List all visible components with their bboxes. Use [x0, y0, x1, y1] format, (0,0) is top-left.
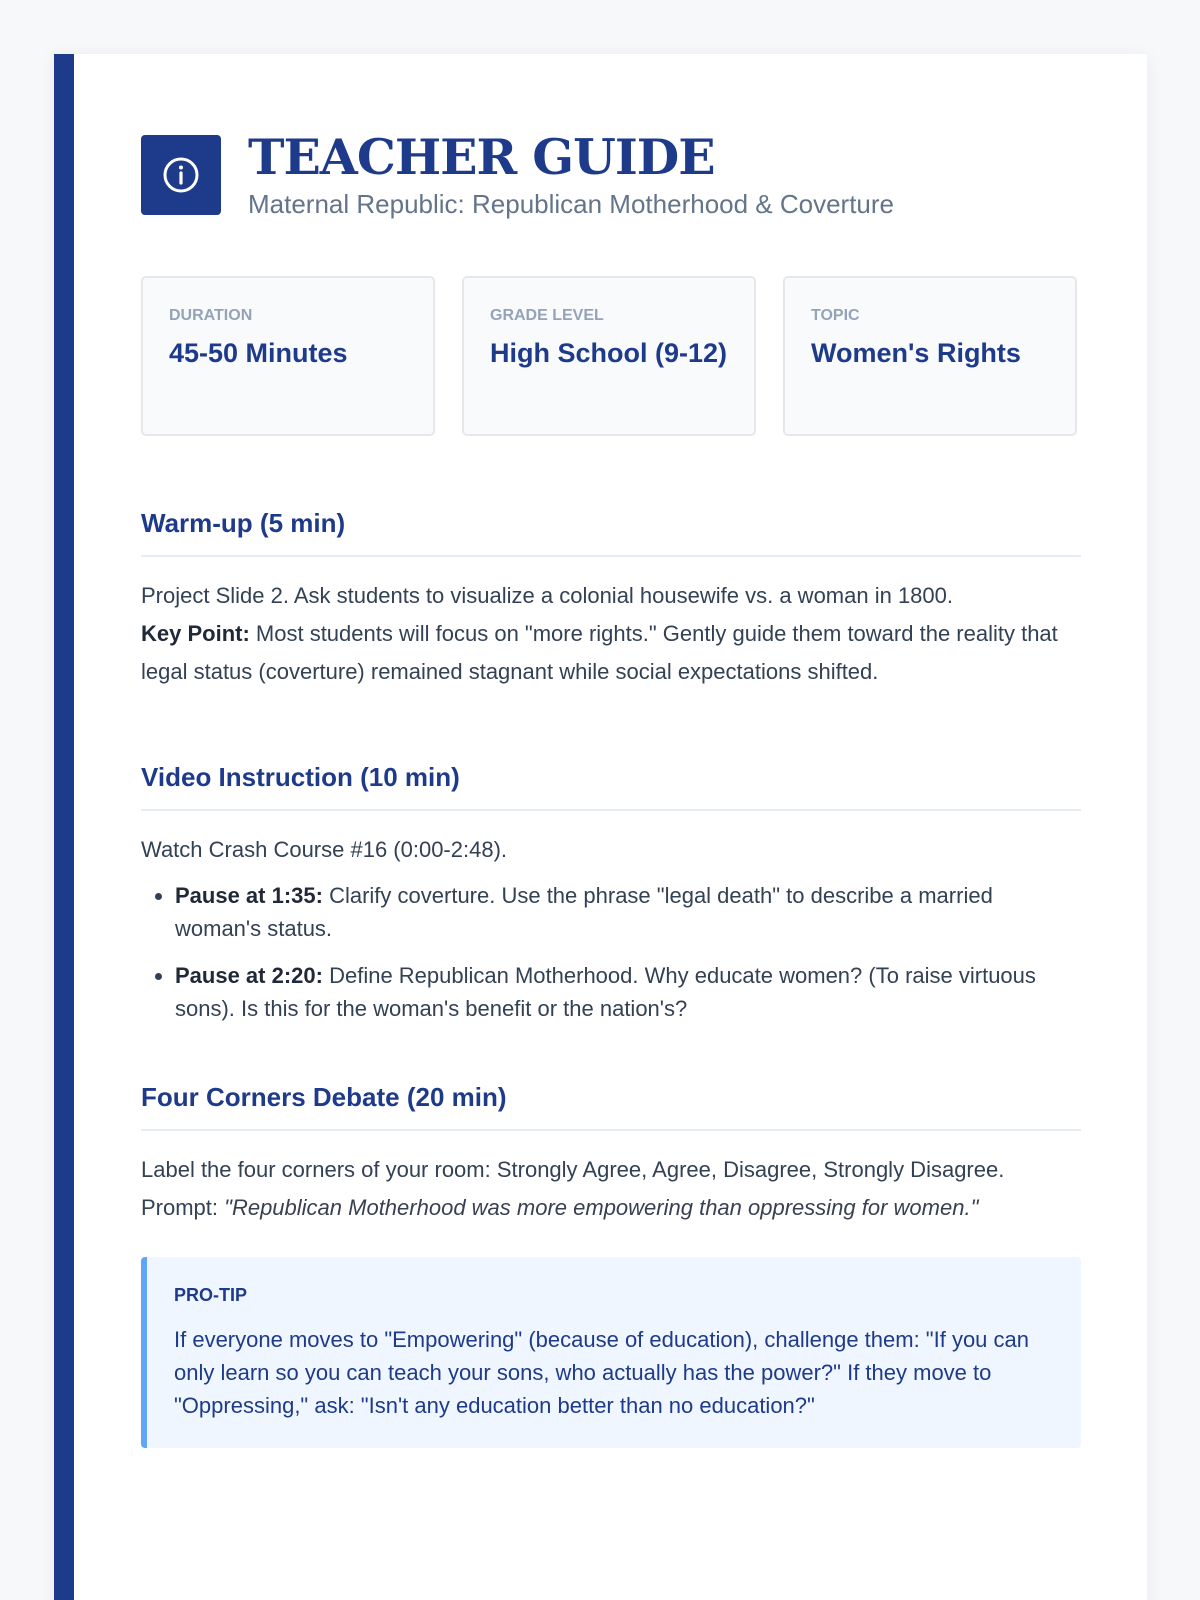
bullet-label: Pause at 2:20:	[175, 963, 323, 988]
bullet-label: Pause at 1:35:	[175, 883, 323, 908]
grade-level-value: High School (9-12)	[490, 338, 728, 368]
warmup-text	[141, 577, 1081, 691]
pro-tip-text: If everyone moves to "Empowering" (because of education), challenge them: "If you can only learn so you can teach your sons, who actually has the power?" If they move to "Oppressing," ask: "Isn't any education better than no education?"	[174, 1327, 1030, 1418]
duration-value: 45-50 Minutes	[169, 338, 348, 368]
bullet-text: Define Republican Motherhood. Why educate women? (To raise virtuous sons). Is this for the woman's benefit or the nation's?	[175, 963, 1036, 1021]
topic-label: TOPIC	[811, 307, 860, 324]
warmup-section	[141, 508, 1081, 691]
video-title: Video Instruction (10 min)	[141, 762, 1081, 811]
page-title: TEACHER GUIDE	[248, 128, 715, 186]
grade-level-label: GRADE LEVEL	[490, 307, 604, 324]
grade-level-box	[462, 276, 756, 436]
video-bullets	[141, 879, 1081, 1025]
pro-tip-callout	[141, 1257, 1081, 1448]
list-item	[175, 959, 1081, 1025]
video-text: Watch Crash Course #16 (0:00-2:48).	[141, 837, 508, 862]
debate-intro: Label the four corners of your room: Strongly Agree, Agree, Disagree, Strongly Disagree. Prompt:	[141, 1157, 1005, 1220]
list-item	[175, 879, 1081, 945]
topic-value: Women's Rights	[811, 338, 1021, 368]
guide-card	[54, 54, 1147, 1600]
page-subtitle: Maternal Republic: Republican Motherhood & Coverture	[248, 189, 895, 219]
debate-section	[141, 1082, 1081, 1448]
debate-prompt: "Republican Motherhood was more empowering than oppressing for women."	[224, 1195, 979, 1220]
key-point-label: Key Point:	[141, 621, 250, 646]
warmup-intro: Project Slide 2. Ask students to visualize a colonial housewife vs. a woman in 1800.	[141, 583, 954, 608]
duration-box	[141, 276, 435, 436]
topic-box	[783, 276, 1077, 436]
debate-title: Four Corners Debate (20 min)	[141, 1082, 1081, 1131]
header-text	[248, 128, 895, 219]
key-point-text: Most students will focus on "more rights." Gently guide them toward the reality that legal status (coverture) remained stagnant while social expectations shifted.	[141, 621, 1058, 684]
guide-content	[141, 130, 1081, 1448]
pro-tip-label: PRO-TIP	[174, 1285, 248, 1305]
guide-header	[141, 130, 1081, 220]
info-row	[141, 276, 1081, 436]
video-section	[141, 762, 1081, 1025]
warmup-title: Warm-up (5 min)	[141, 508, 1081, 557]
duration-label: DURATION	[169, 307, 253, 324]
debate-text	[141, 1151, 1081, 1227]
bullet-text: Clarify coverture. Use the phrase "legal death" to describe a married woman's status.	[175, 883, 993, 941]
card-accent-bar	[54, 54, 74, 1600]
info-icon	[141, 135, 221, 215]
